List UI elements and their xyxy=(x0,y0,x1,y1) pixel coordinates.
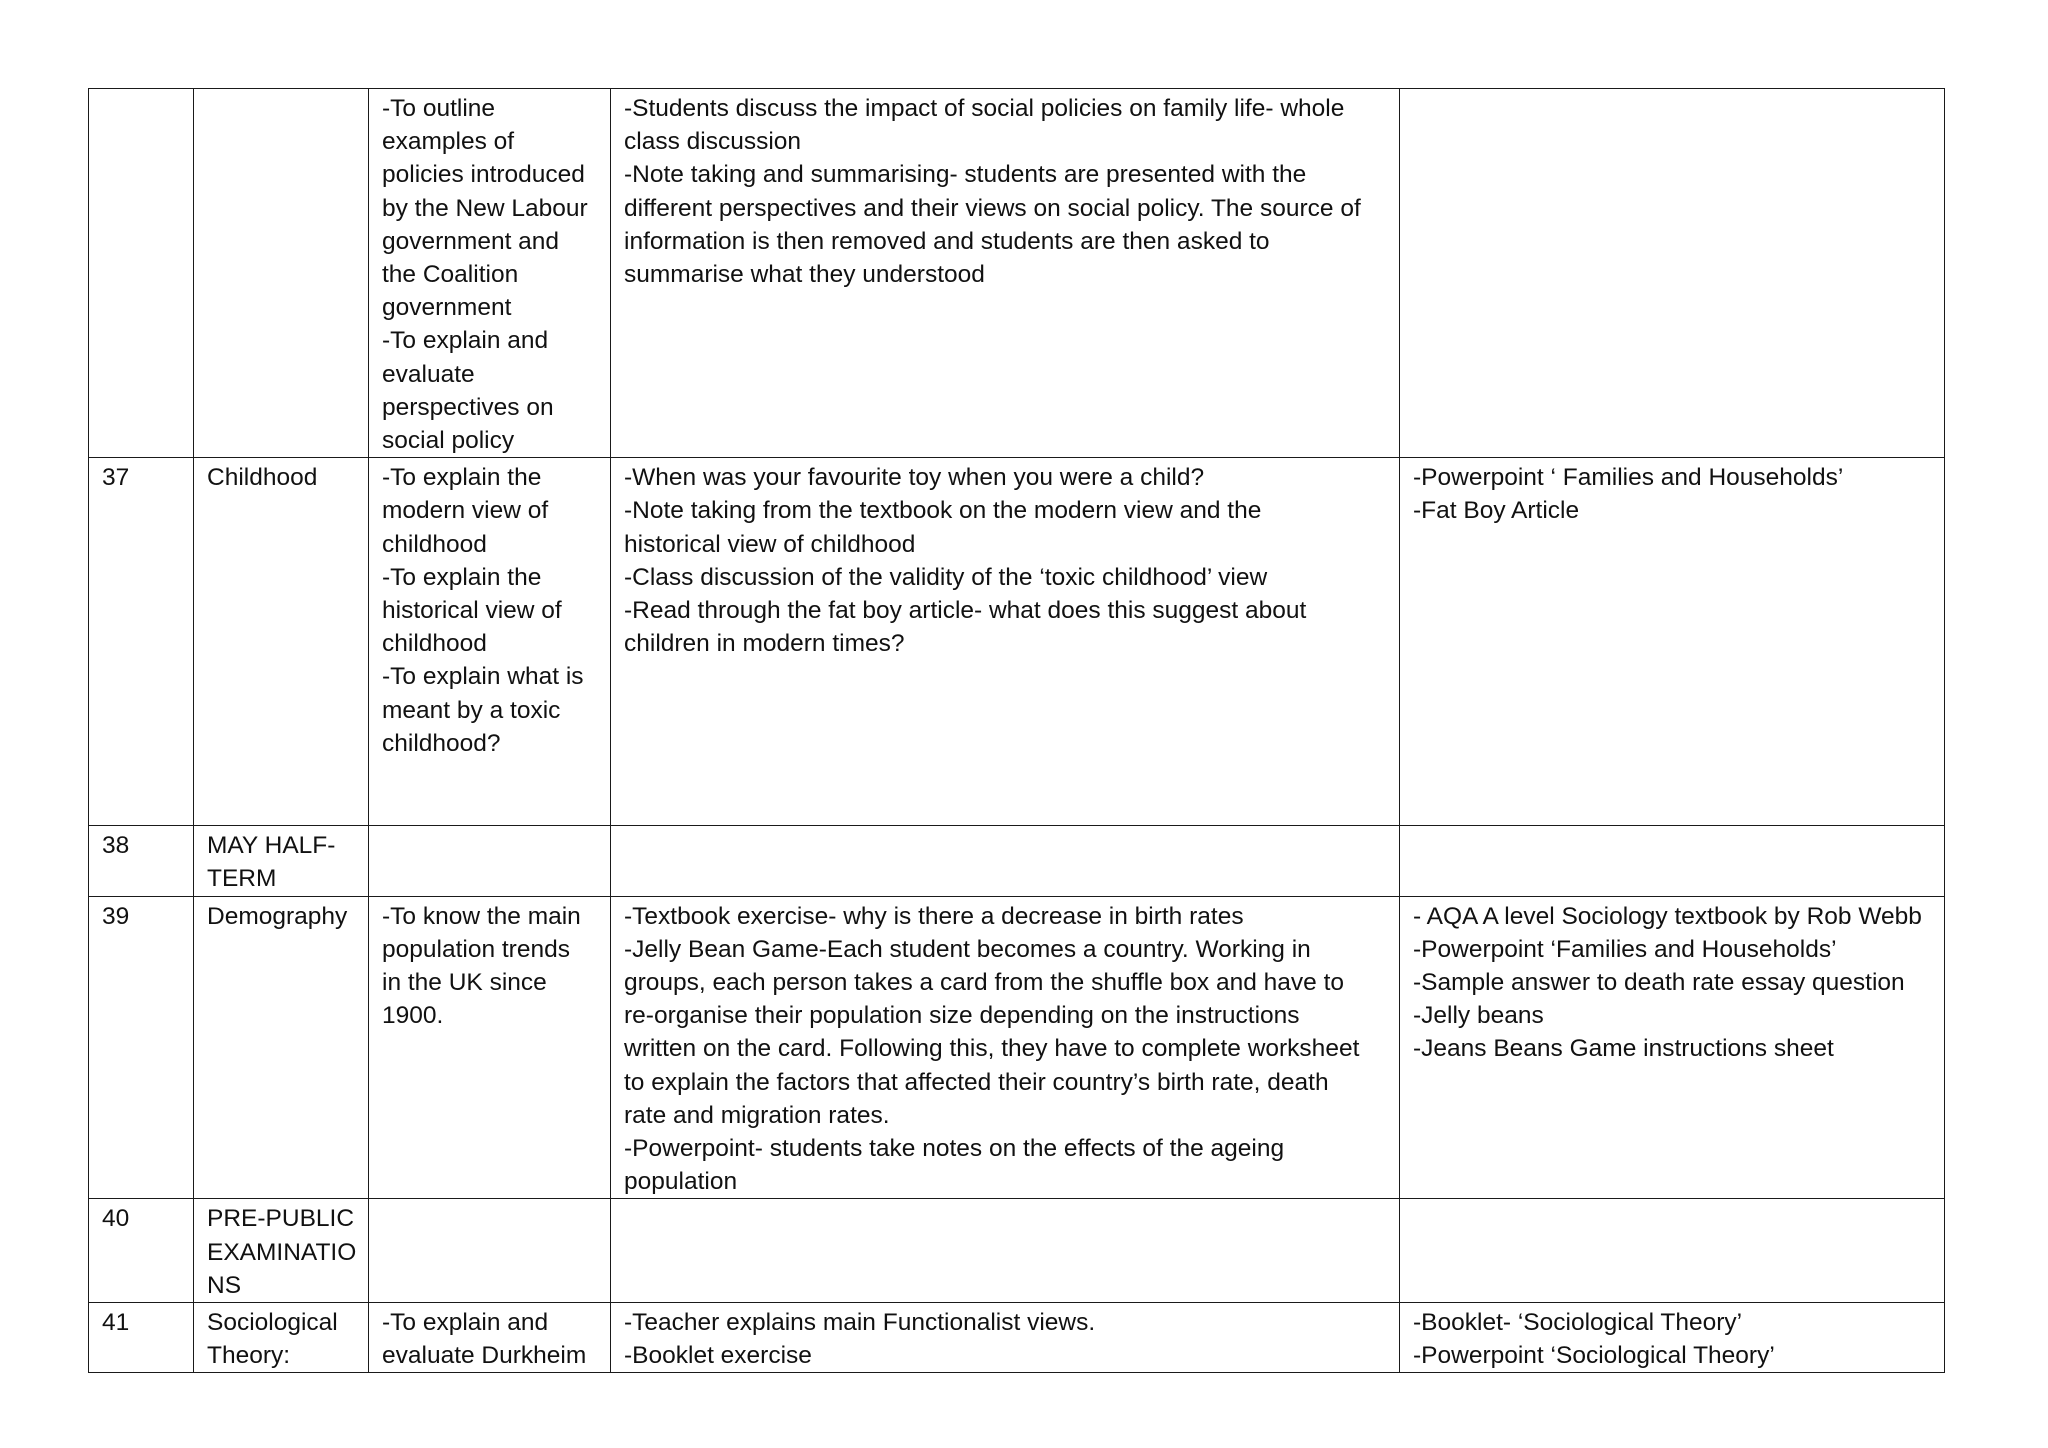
objectives-cell xyxy=(369,1199,611,1303)
resource-line: -Jelly beans xyxy=(1413,1002,1544,1030)
activities-cell xyxy=(611,1303,1400,1373)
objective-line: by the New Labour xyxy=(382,194,588,222)
objective-line: -To explain the xyxy=(382,563,542,591)
topic-line: EXAMINATIO xyxy=(207,1238,357,1266)
objective-line: historical view of xyxy=(382,597,562,625)
activity-line: -Powerpoint- students take notes on the effects of the ageing xyxy=(624,1135,1285,1163)
scheme-of-work-table xyxy=(88,88,1945,1373)
table-row xyxy=(89,458,1945,826)
activity-line: class discussion xyxy=(624,128,802,156)
objective-line: the Coalition xyxy=(382,261,519,289)
activity-line: -Class discussion of the validity of the ‘toxic childhood’ view xyxy=(624,563,1268,591)
table-body xyxy=(89,89,1945,1373)
objective-line: government and xyxy=(382,227,560,255)
objective-line: -To explain and xyxy=(382,327,549,355)
resource-line: -Fat Boy Article xyxy=(1413,497,1580,525)
activities-cell xyxy=(611,89,1400,458)
topic-line: TERM xyxy=(207,865,277,893)
topic-line: PRE-PUBLIC xyxy=(207,1205,355,1233)
objective-line: -To know the main xyxy=(382,902,581,930)
activity-line: -Read through the fat boy article- what does this suggest about xyxy=(624,597,1307,625)
objective-line: evaluate xyxy=(382,360,475,388)
objective-line: 1900. xyxy=(382,1002,444,1030)
objective-line: examples of xyxy=(382,128,515,156)
resources-cell xyxy=(1400,896,1945,1199)
week-number: 40 xyxy=(102,1205,130,1233)
resources-cell xyxy=(1400,89,1945,458)
week-number: 41 xyxy=(102,1309,130,1337)
week-number-cell xyxy=(89,458,194,826)
objective-line: -To explain what is xyxy=(382,663,584,691)
table-row xyxy=(89,826,1945,896)
objectives-cell xyxy=(369,89,611,458)
resource-line: -Sample answer to death rate essay question xyxy=(1413,969,1905,997)
activity-line: rate and migration rates. xyxy=(624,1101,890,1129)
week-number-cell xyxy=(89,1303,194,1373)
resources-cell xyxy=(1400,1199,1945,1303)
topic-cell xyxy=(194,1199,369,1303)
objective-line: -To explain the xyxy=(382,464,542,492)
topic-cell xyxy=(194,896,369,1199)
table-row xyxy=(89,896,1945,1199)
activity-line: written on the card. Following this, they have to complete worksheet xyxy=(624,1035,1360,1063)
week-number-cell xyxy=(89,896,194,1199)
topic-line: Theory: xyxy=(207,1342,291,1370)
activity-line: -Teacher explains main Functionalist views. xyxy=(624,1309,1096,1337)
table-row xyxy=(89,1199,1945,1303)
objectives-cell xyxy=(369,826,611,896)
objective-line: evaluate Durkheim xyxy=(382,1342,587,1370)
objective-line: social policy xyxy=(382,427,515,455)
objective-line: meant by a toxic xyxy=(382,696,561,724)
objectives-cell xyxy=(369,1303,611,1373)
week-number: 39 xyxy=(102,902,130,930)
activity-line: summarise what they understood xyxy=(624,261,985,289)
objectives-cell xyxy=(369,896,611,1199)
objective-line: modern view of xyxy=(382,497,549,525)
table-row xyxy=(89,1303,1945,1373)
resource-line: -Booklet- ‘Sociological Theory’ xyxy=(1413,1309,1743,1337)
activity-line: -Jelly Bean Game-Each student becomes a country. Working in xyxy=(624,935,1311,963)
topic-line: Demography xyxy=(207,902,348,930)
resource-line: - AQA A level Sociology textbook by Rob Webb xyxy=(1413,902,1922,930)
activity-line: population xyxy=(624,1168,738,1196)
objective-line: childhood xyxy=(382,630,487,658)
resources-cell xyxy=(1400,826,1945,896)
objectives-cell xyxy=(369,458,611,826)
resource-line: -Powerpoint ‘ Families and Households’ xyxy=(1413,464,1844,492)
activity-line: to explain the factors that affected their country’s birth rate, death xyxy=(624,1068,1329,1096)
resources-cell xyxy=(1400,458,1945,826)
objective-line: childhood? xyxy=(382,729,501,757)
week-number-cell xyxy=(89,89,194,458)
topic-line: MAY HALF- xyxy=(207,832,336,860)
week-number-cell xyxy=(89,1199,194,1303)
objective-line: in the UK since xyxy=(382,969,547,997)
objective-line: -To explain and xyxy=(382,1309,549,1337)
topic-line: NS xyxy=(207,1271,242,1299)
activity-line: different perspectives and their views on social policy. The source of xyxy=(624,194,1361,222)
resource-line: -Powerpoint ‘Families and Households’ xyxy=(1413,935,1837,963)
resource-line: -Powerpoint ‘Sociological Theory’ xyxy=(1413,1342,1775,1370)
topic-cell xyxy=(194,826,369,896)
objective-line: policies introduced xyxy=(382,161,585,189)
topic-cell xyxy=(194,89,369,458)
topic-cell xyxy=(194,1303,369,1373)
week-number-cell xyxy=(89,826,194,896)
topic-cell xyxy=(194,458,369,826)
week-number: 38 xyxy=(102,832,130,860)
topic-line: Sociological xyxy=(207,1309,338,1337)
resources-cell xyxy=(1400,1303,1945,1373)
activity-line: groups, each person takes a card from the shuffle box and have to xyxy=(624,969,1345,997)
activity-line: children in modern times? xyxy=(624,630,905,658)
activity-line: re-organise their population size depending on the instructions xyxy=(624,1002,1300,1030)
activity-line: -When was your favourite toy when you were a child? xyxy=(624,464,1205,492)
activity-line: -Students discuss the impact of social policies on family life- whole xyxy=(624,95,1345,122)
activity-line: -Note taking and summarising- students are presented with the xyxy=(624,161,1307,189)
week-number: 37 xyxy=(102,464,130,492)
table-row xyxy=(89,89,1945,458)
objective-line: childhood xyxy=(382,530,487,558)
document-page xyxy=(88,88,1944,1373)
objective-line: -To outline xyxy=(382,95,496,122)
objective-line: perspectives on xyxy=(382,393,554,421)
activity-line: -Note taking from the textbook on the modern view and the xyxy=(624,497,1262,525)
topic-line: Childhood xyxy=(207,464,318,492)
activities-cell xyxy=(611,458,1400,826)
activity-line: -Booklet exercise xyxy=(624,1342,812,1370)
activity-line: historical view of childhood xyxy=(624,530,916,558)
resource-line: -Jeans Beans Game instructions sheet xyxy=(1413,1035,1834,1063)
activity-line: information is then removed and students are then asked to xyxy=(624,227,1270,255)
objective-line: government xyxy=(382,294,512,322)
activities-cell xyxy=(611,826,1400,896)
objective-line: population trends xyxy=(382,935,570,963)
activities-cell xyxy=(611,896,1400,1199)
activity-line: -Textbook exercise- why is there a decrease in birth rates xyxy=(624,902,1244,930)
activities-cell xyxy=(611,1199,1400,1303)
